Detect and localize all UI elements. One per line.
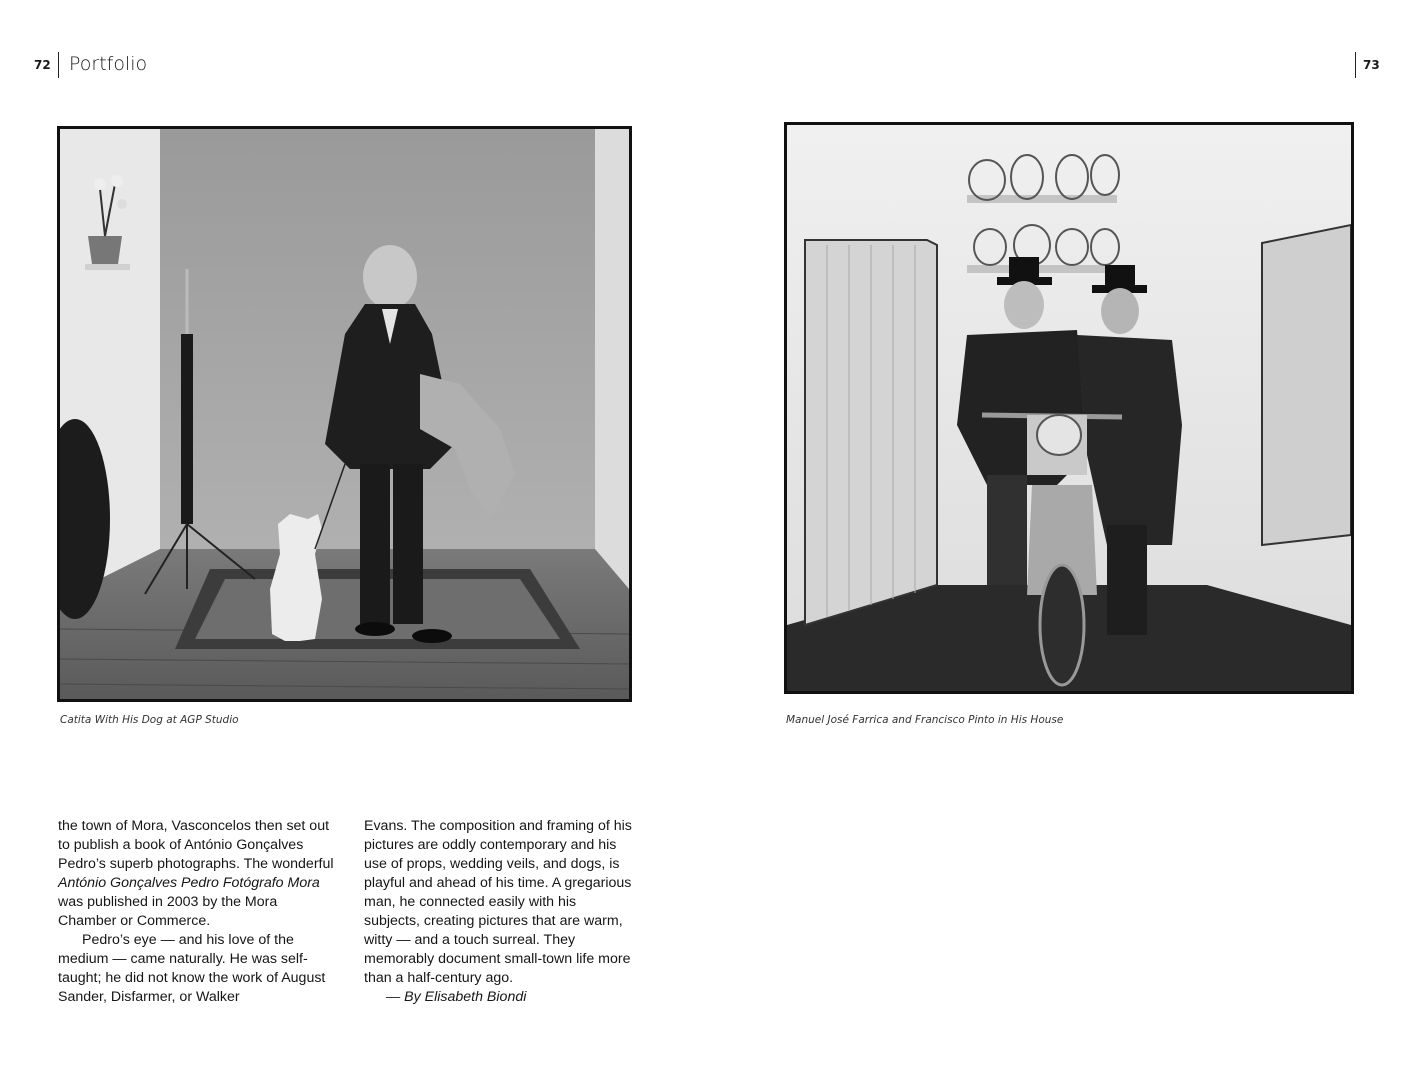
book-title: António Gonçalves Pedro Fotógrafo Mora (58, 875, 320, 891)
photo-caption-left: Catita With His Dog at AGP Studio (60, 714, 239, 726)
article-paragraph-1 (58, 817, 338, 931)
article-column-2 (364, 817, 636, 1007)
section-title: Portfolio (69, 53, 148, 75)
page-number-left: 72 (34, 58, 51, 72)
header-divider-right (1355, 52, 1356, 78)
photo-farrica-and-pinto (784, 122, 1354, 694)
article-paragraph-3: Evans. The composition and framing of his pictures are oddly contemporary and his use of props, wedding veils, and dogs, is playful and ahead of his time. A gregarious man, he connected easily with his subjects, creating pictures that are warm, witty — and a touch surreal. They memorably document small-town life more than a half-century ago. (364, 818, 632, 986)
header-divider-left (58, 52, 59, 78)
photo-caption-right: Manuel José Farrica and Francisco Pinto in His House (786, 714, 1064, 726)
article-byline: — By Elisabeth Biondi (386, 989, 527, 1005)
article-column-1 (58, 817, 338, 1007)
photo-catita-illustration (60, 129, 629, 699)
photo-catita-with-dog (57, 126, 632, 702)
photo-farrica-illustration (787, 125, 1351, 691)
article-text: the town of Mora, Vasconcelos then set out to publish a book of António Gonçalves Pedro’s superb photographs. The wonderful (58, 818, 334, 872)
page-number-right: 73 (1363, 58, 1380, 72)
article-paragraph-2: Pedro’s eye — and his love of the medium — came naturally. He was self-taught; he did not know the work of August Sander, Disfarmer, or Walker (58, 932, 326, 1005)
article-text: was published in 2003 by the Mora Chamber or Commerce. (58, 894, 278, 929)
